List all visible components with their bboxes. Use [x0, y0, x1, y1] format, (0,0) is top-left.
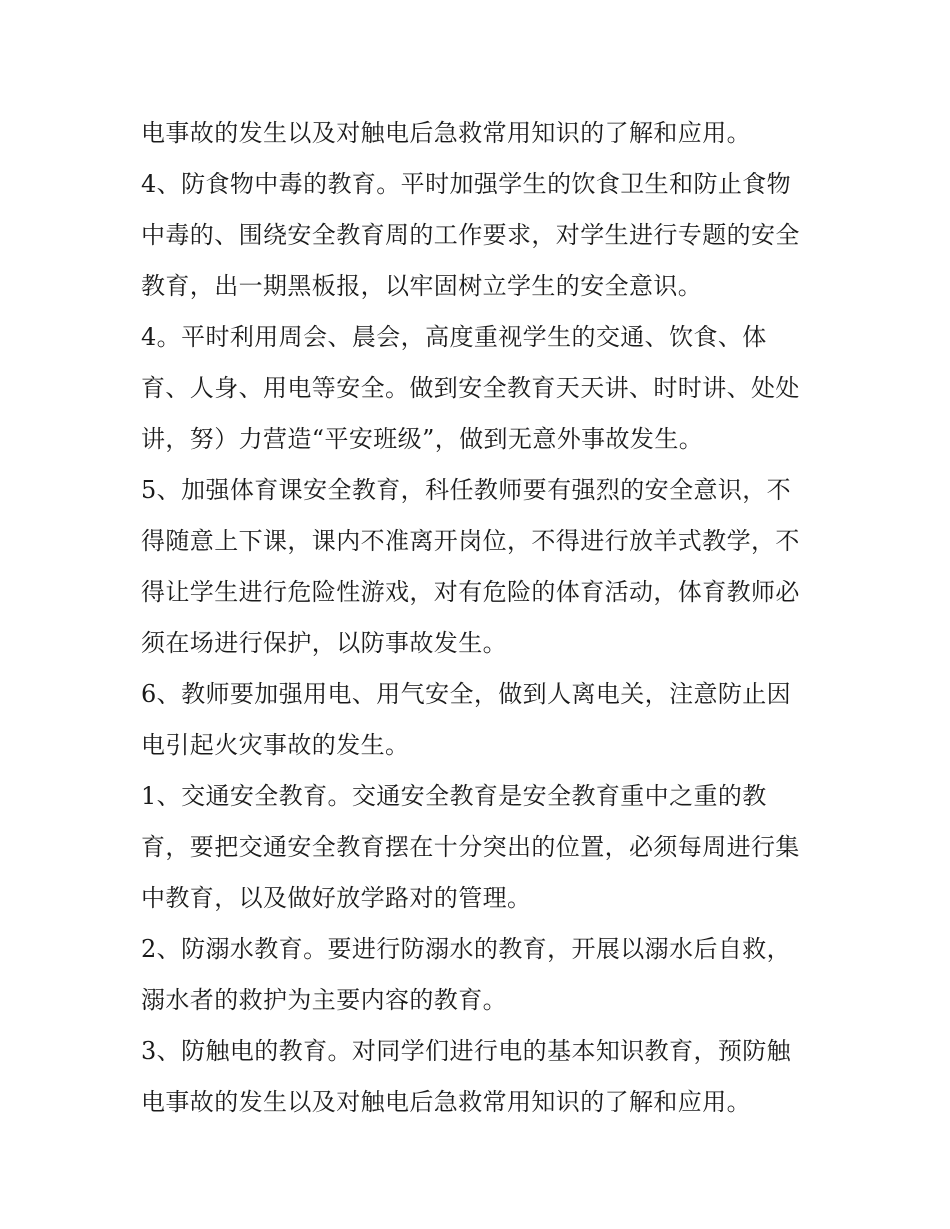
- text-line: 得让学生进行危险性游戏，对有危险的体育活动，体育教师必: [141, 578, 800, 606]
- text-line: 得随意上下课，课内不准离开岗位，不得进行放羊式教学，不: [141, 527, 800, 555]
- text-line: 1、交通安全教育。交通安全教育是安全教育重中之重的教: [141, 782, 767, 810]
- document-body: [141, 108, 821, 1128]
- text-line: 3、防触电的教育。对同学们进行电的基本知识教育，预防触: [141, 1037, 792, 1065]
- text-line: 育，要把交通安全教育摆在十分突出的位置，必须每周进行集: [141, 833, 800, 861]
- text-line: 电事故的发生以及对触电后急救常用知识的了解和应用。: [141, 119, 751, 147]
- text-line: 讲，努）力营造“平安班级”，做到无意外事故发生。: [141, 425, 704, 453]
- text-line: 中教育，以及做好放学路对的管理。: [141, 884, 532, 912]
- text-line: 教育，出一期黑板报，以牢固树立学生的安全意识。: [141, 272, 703, 300]
- text-line: 育、人身、用电等安全。做到安全教育天天讲、时时讲、处处: [141, 374, 800, 402]
- text-line: 中毒的、围绕安全教育周的工作要求，对学生进行专题的安全: [141, 221, 800, 249]
- text-line: 须在场进行保护，以防事故发生。: [141, 629, 507, 657]
- text-line: 4。平时利用周会、晨会，高度重视学生的交通、饮食、体: [141, 323, 767, 351]
- text-line: 5、加强体育课安全教育，科任教师要有强烈的安全意识，不: [141, 476, 792, 504]
- text-line: 2、防溺水教育。要进行防溺水的教育，开展以溺水后自救，: [141, 935, 792, 963]
- text-line: 6、教师要加强用电、用气安全，做到人离电关，注意防止因: [141, 680, 792, 708]
- text-line: 电事故的发生以及对触电后急救常用知识的了解和应用。: [141, 1088, 751, 1116]
- text-line: 电引起火灾事故的发生。: [141, 731, 410, 759]
- text-line: 溺水者的救护为主要内容的教育。: [141, 986, 507, 1014]
- text-line: 4、防食物中毒的教育。平时加强学生的饮食卫生和防止食物: [141, 170, 792, 198]
